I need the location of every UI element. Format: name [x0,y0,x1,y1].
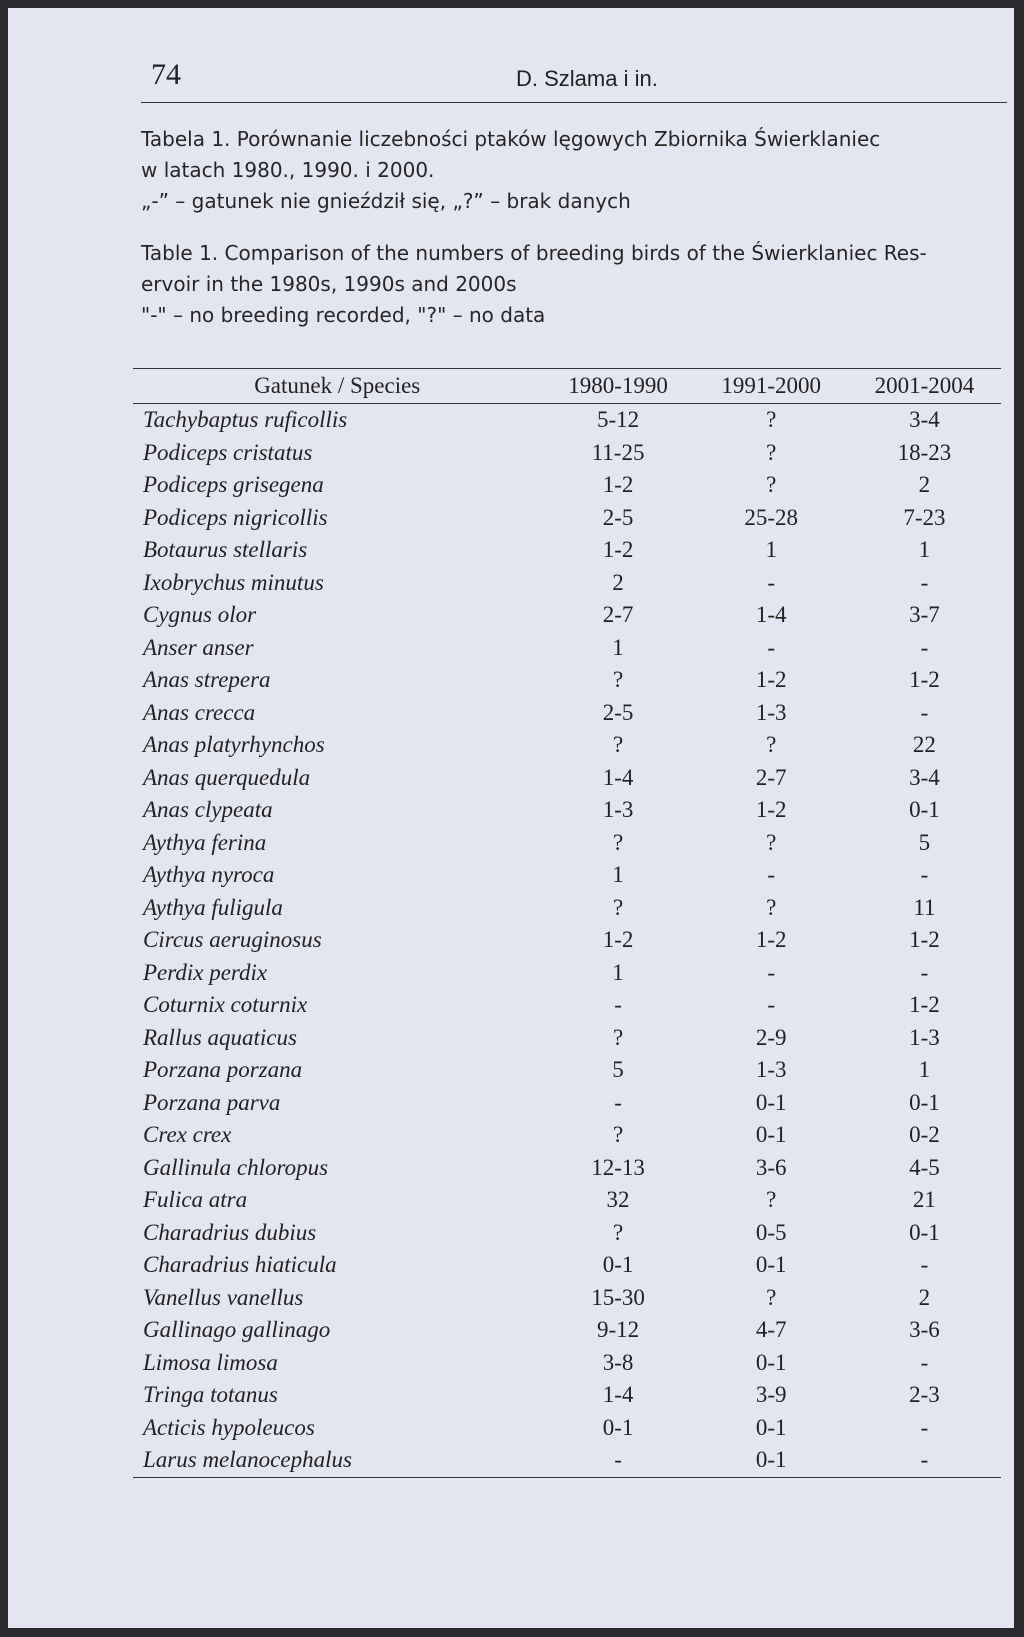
cell-1991-2000: 1-2 [755,797,787,823]
table-row [133,729,1001,762]
cell-1991-2000: ? [766,894,777,920]
header-2001-2004: 2001-2004 [848,369,1001,404]
cell-species: Acticis hypoleucos [143,1414,315,1440]
table-row [133,502,1001,535]
cell-species: Anas crecca [143,699,256,725]
cell-1980-1990: 5 [612,1057,624,1083]
cell-1980-1990: 3-8 [602,1349,634,1375]
cell-2001-2004: 2 [918,472,931,498]
cell-2001-2004: 5 [918,829,931,855]
cell-1991-2000: ? [766,472,777,498]
table-row [133,1314,1001,1347]
caption-polish [141,124,1007,217]
cell-1991-2000: ? [766,407,777,433]
running-author: D. Szlama i in. [516,66,658,91]
cell-species: Gallinago gallinago [143,1317,331,1343]
cell-2001-2004: 11 [913,894,936,920]
header-species: Gatunek / Species [133,369,541,404]
table-row [133,664,1001,697]
cell-1991-2000: 3-6 [755,1154,787,1180]
cell-species: Podiceps nigricollis [143,504,328,530]
cell-species: Anser anser [143,634,254,660]
cell-1991-2000: 25-28 [744,504,799,530]
cell-1980-1990: 1 [612,959,624,985]
cell-species: Larus melanocephalus [133,1444,541,1477]
caption-line: w latach 1980., 1990. i 2000. [141,158,435,182]
cell-species: Porzana porzana [143,1057,303,1083]
cell-1991-2000: 4-7 [755,1317,787,1343]
cell-2001-2004: 1 [918,537,931,563]
cell-2001-2004: 1-2 [909,927,940,953]
cell-species: Podiceps grisegena [143,472,324,498]
cell-1980-1990: - [614,992,622,1018]
document-page [8,8,1014,1628]
table-row [133,1217,1001,1250]
species-table [133,368,1001,1478]
cell-2001-2004: - [920,569,929,595]
caption-line: "-" – no breeding recorded, "?" – no data [141,303,546,327]
cell-1991-2000: 0-1 [755,1089,787,1115]
cell-2001-2004: 3-4 [909,764,940,790]
cell-1991-2000: 1 [765,537,777,563]
cell-1980-1990: 1-3 [602,797,634,823]
cell-2001-2004: - [920,1414,929,1440]
cell-2001-2004: 0-1 [909,1219,940,1245]
table-row [133,924,1001,957]
cell-1991-2000: 0-1 [755,1349,787,1375]
cell-species: Botaurus stellaris [143,537,308,563]
cell-1991-2000: ? [766,1284,777,1310]
cell-1980-1990: 9-12 [596,1317,640,1343]
cell-species: Charadrius hiaticula [143,1252,337,1278]
cell-2001-2004: 2-3 [909,1382,940,1408]
cell-species: Charadrius dubius [143,1219,317,1245]
table-row [133,1022,1001,1055]
table-row [133,1087,1001,1120]
table-row [133,697,1001,730]
table-row [133,957,1001,990]
header-1980-1990: 1980-1990 [541,369,694,404]
cell-1980-1990: ? [612,667,624,693]
cell-species: Anas strepera [143,667,271,693]
cell-1980-1990: ? [612,1219,624,1245]
cell-2001-2004: 18-23 [897,439,952,465]
cell-2001-2004: 1 [918,1057,931,1083]
caption-line: Table 1. Comparison of the numbers of breeding birds of the Świerklaniec Res- [141,241,927,265]
page-number: 74 [151,58,181,91]
table-row [133,567,1001,600]
header-1991-2000: 1991-2000 [695,369,848,404]
cell-1991-2000: 1-4 [755,602,787,628]
cell-1980-1990: - [541,1444,694,1477]
cell-1980-1990: 12-13 [591,1154,645,1180]
species-table-container [133,368,1001,1478]
cell-1991-2000: 1-2 [755,927,787,953]
cell-species: Vanellus vanellus [143,1284,304,1310]
table-row [133,1282,1001,1315]
cell-1991-2000: - [767,959,776,985]
running-header [141,58,1007,103]
cell-1991-2000: 0-5 [755,1219,787,1245]
cell-species: Limosa limosa [143,1349,278,1375]
cell-1980-1990: 2-5 [602,504,634,530]
cell-2001-2004: - [920,699,929,725]
cell-1991-2000: 0-1 [755,1414,787,1440]
cell-1980-1990: ? [612,1122,624,1148]
cell-1991-2000: ? [766,732,777,758]
cell-2001-2004: 3-7 [909,602,940,628]
cell-2001-2004: 3-6 [909,1317,940,1343]
cell-1980-1990: 1-4 [602,1382,634,1408]
cell-2001-2004: 3-4 [909,407,940,433]
cell-species: Anas querquedula [143,764,311,790]
cell-2001-2004: 22 [912,732,936,758]
cell-2001-2004: 0-2 [909,1122,940,1148]
table-row [133,989,1001,1022]
table-row [133,534,1001,567]
cell-species: Gallinula chloropus [143,1154,329,1180]
cell-species: Aythya ferina [143,829,267,855]
table-row [133,1184,1001,1217]
cell-1991-2000: 2-7 [755,764,787,790]
cell-2001-2004: 7-23 [903,504,946,530]
cell-1980-1990: ? [612,1024,624,1050]
cell-1991-2000: 1-3 [755,1057,787,1083]
cell-1980-1990: ? [612,829,624,855]
table-row [133,1347,1001,1380]
cell-1980-1990: 2-5 [602,699,634,725]
table-row [133,404,1001,437]
cell-1980-1990: 32 [606,1187,630,1213]
caption-english [141,238,1007,331]
cell-1991-2000: 3-9 [755,1382,787,1408]
cell-species: Aythya fuligula [143,894,283,920]
table-row [133,599,1001,632]
cell-2001-2004: - [920,959,929,985]
cell-species: Anas platyrhynchos [143,732,325,758]
cell-1991-2000: - [767,569,776,595]
cell-1980-1990: 1 [612,634,624,660]
cell-1980-1990: 1 [612,862,624,888]
cell-1991-2000: ? [766,1187,777,1213]
cell-2001-2004: 0-1 [909,797,940,823]
table-row [133,762,1001,795]
cell-1991-2000: 0-1 [695,1444,848,1477]
cell-1991-2000: 0-1 [755,1252,787,1278]
cell-2001-2004: 0-1 [909,1089,940,1115]
cell-1980-1990: 1-2 [602,472,634,498]
caption-line: ervoir in the 1980s, 1990s and 2000s [141,272,517,296]
table-row [133,859,1001,892]
table-row [133,1444,1001,1477]
table-row [133,469,1001,502]
table-row [133,1379,1001,1412]
table-row [133,827,1001,860]
table-body [133,404,1001,1478]
cell-1980-1990: 2 [612,569,624,595]
caption-line: Tabela 1. Porównanie liczebności ptaków lęgowych Zbiornika Świerklaniec [141,127,881,151]
cell-species: Rallus aquaticus [143,1024,297,1050]
table-row [133,794,1001,827]
cell-2001-2004: 2 [918,1284,931,1310]
table-row [133,1249,1001,1282]
cell-1991-2000: - [767,992,776,1018]
cell-species: Fulica atra [143,1187,248,1213]
table-row [133,1412,1001,1445]
cell-1991-2000: - [767,862,776,888]
cell-species: Podiceps cristatus [143,439,313,465]
cell-species: Coturnix coturnix [143,992,308,1018]
cell-1991-2000: ? [766,439,777,465]
cell-1980-1990: 15-30 [591,1284,645,1310]
cell-species: Crex crex [143,1122,232,1148]
cell-2001-2004: - [848,1444,1001,1477]
cell-2001-2004: 1-2 [909,667,940,693]
cell-1991-2000: 1-3 [755,699,787,725]
table-row [133,892,1001,925]
cell-2001-2004: 1-3 [909,1024,940,1050]
cell-species: Cygnus olor [143,602,257,628]
cell-species: Tringa totanus [143,1382,278,1408]
cell-2001-2004: - [920,862,929,888]
cell-species: Perdix perdix [143,959,268,985]
cell-1991-2000: ? [766,829,777,855]
cell-1980-1990: 1-2 [602,537,634,563]
caption-line: „-” – gatunek nie gnieździł się, „?” – brak danych [141,189,631,213]
cell-1980-1990: ? [612,894,624,920]
cell-2001-2004: 1-2 [909,992,940,1018]
cell-1991-2000: 2-9 [755,1024,787,1050]
cell-1980-1990: 1-4 [602,764,634,790]
cell-2001-2004: 4-5 [909,1154,940,1180]
cell-1980-1990: 5-12 [596,407,640,433]
cell-1980-1990: ? [612,732,624,758]
cell-1980-1990: 1-2 [602,927,634,953]
cell-1980-1990: 2-7 [602,602,634,628]
table-row [133,1054,1001,1087]
cell-species: Ixobrychus minutus [143,569,324,595]
cell-2001-2004: - [920,634,929,660]
cell-1980-1990: 0-1 [602,1252,634,1278]
cell-species: Porzana parva [143,1089,281,1115]
cell-1991-2000: 0-1 [755,1122,787,1148]
table-row [133,1152,1001,1185]
table-row [133,437,1001,470]
cell-species: Anas clypeata [143,797,273,823]
cell-2001-2004: 21 [912,1187,936,1213]
cell-1991-2000: 1-2 [755,667,787,693]
table-header-row [133,369,1001,404]
cell-1980-1990: - [614,1089,622,1115]
cell-2001-2004: - [920,1252,929,1278]
cell-2001-2004: - [920,1349,929,1375]
cell-species: Aythya nyroca [143,862,275,888]
table-row [133,632,1001,665]
cell-species: Tachybaptus ruficollis [143,407,348,433]
cell-1991-2000: - [767,634,776,660]
cell-1980-1990: 11-25 [591,439,645,465]
cell-species: Circus aeruginosus [143,927,322,953]
table-row [133,1119,1001,1152]
cell-1980-1990: 0-1 [602,1414,634,1440]
